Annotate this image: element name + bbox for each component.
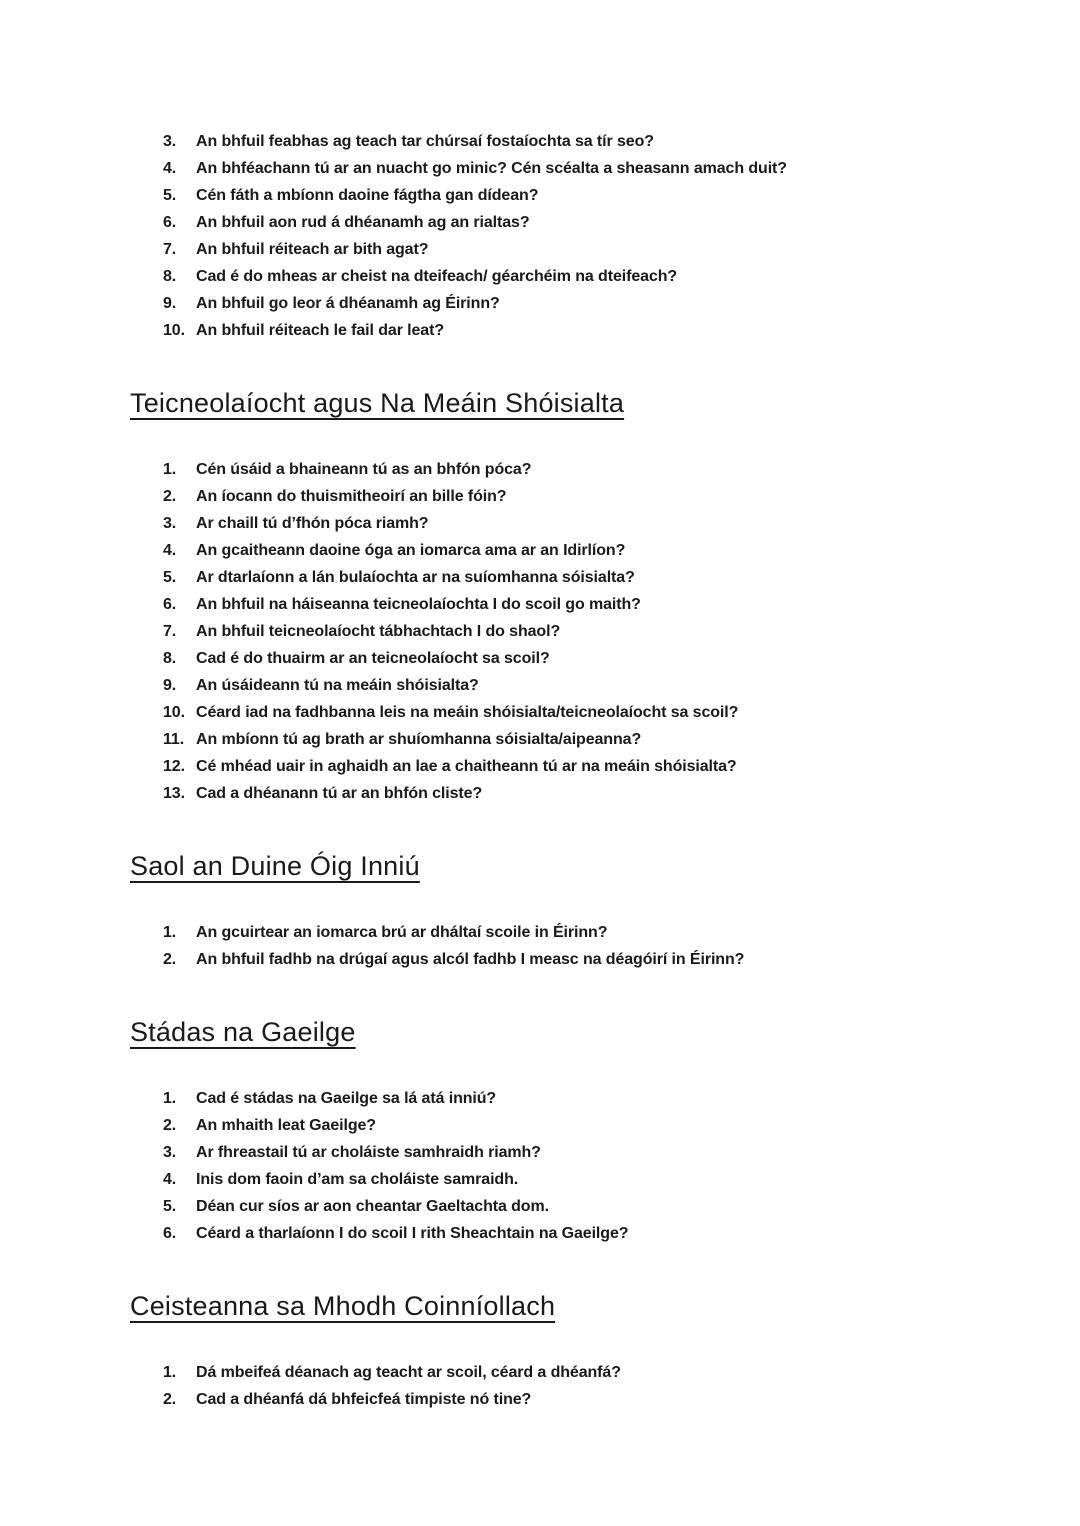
item-text: Céard iad na fadhbanna leis na meáin shóisialta/teicneolaíocht sa scoil? [196, 704, 739, 721]
section-heading-teicneolaiocht: Teicneolaíocht agus Na Meáin Shóisialta [130, 388, 625, 418]
question-item [130, 1166, 1025, 1193]
item-number: 8. [163, 268, 177, 285]
item-text: Cad é do thuairm ar an teicneolaíocht sa scoil? [196, 650, 550, 667]
item-number: 3. [163, 1144, 177, 1161]
question-item [130, 263, 1025, 290]
section-current-affairs [130, 128, 1025, 344]
item-text: An gcuirtear an iomarca brú ar dháltaí scoile in Éirinn? [196, 924, 608, 941]
item-text: An bhfuil fadhb na drúgaí agus alcól fadhb I measc na déagóirí in Éirinn? [196, 951, 745, 968]
item-number: 12. [163, 758, 185, 775]
question-item [130, 317, 1025, 344]
question-item [130, 1139, 1025, 1166]
question-item [130, 1112, 1025, 1139]
question-item [130, 726, 1025, 753]
item-text: An úsáideann tú na meáin shóisialta? [196, 677, 479, 694]
question-item [130, 1193, 1025, 1220]
item-text: An bhfuil feabhas ag teach tar chúrsaí fostaíochta sa tír seo? [196, 133, 654, 150]
item-text: Cé mhéad uair in aghaidh an lae a chaitheann tú ar na meáin shóisialta? [196, 758, 737, 775]
item-number: 1. [163, 1364, 177, 1381]
item-number: 10. [163, 322, 185, 339]
item-text: Cén úsáid a bhaineann tú as an bhfón póca? [196, 461, 532, 478]
question-item [130, 645, 1025, 672]
item-text: Ar chaill tú d’fhón póca riamh? [196, 515, 429, 532]
item-text: Ar fhreastail tú ar choláiste samhraidh riamh? [196, 1144, 541, 1161]
item-text: An bhfuil teicneolaíocht tábhachtach I do shaol? [196, 623, 561, 640]
item-number: 4. [163, 160, 177, 177]
question-item [130, 128, 1025, 155]
question-list-conditional-mood [130, 1359, 1025, 1413]
item-number: 9. [163, 677, 177, 694]
item-number: 1. [163, 1090, 177, 1107]
item-text: Déan cur síos ar aon cheantar Gaeltachta dom. [196, 1198, 549, 1215]
section-heading-stadas-na-gaeilge: Stádas na Gaeilge [130, 1017, 356, 1047]
item-number: 3. [163, 515, 177, 532]
question-list-current-affairs [130, 128, 1025, 344]
question-item [130, 946, 1025, 973]
question-item [130, 209, 1025, 236]
question-list-status-of-irish [130, 1085, 1025, 1247]
section-heading-saol-an-duine-oig: Saol an Duine Óig Inniú [130, 851, 420, 881]
item-text: An bhfuil na háiseanna teicneolaíochta I do scoil go maith? [196, 596, 641, 613]
item-text: Céard a tharlaíonn I do scoil I rith Sheachtain na Gaeilge? [196, 1225, 629, 1242]
question-item [130, 537, 1025, 564]
question-item [130, 699, 1025, 726]
item-text: An bhféachann tú ar an nuacht go minic? Cén scéalta a sheasann amach duit? [196, 160, 787, 177]
question-item [130, 483, 1025, 510]
item-number: 5. [163, 1198, 177, 1215]
section-heading-modh-coinniollach: Ceisteanna sa Mhodh Coinníollach [130, 1291, 556, 1321]
question-item [130, 919, 1025, 946]
section-conditional-mood [130, 1290, 1025, 1413]
item-text: An bhfuil go leor á dhéanamh ag Éirinn? [196, 295, 500, 312]
question-item [130, 672, 1025, 699]
question-item [130, 591, 1025, 618]
item-number: 7. [163, 241, 177, 258]
question-list-technology [130, 456, 1025, 807]
section-status-of-irish [130, 1016, 1025, 1247]
item-text: An bhfuil aon rud á dhéanamh ag an rialtas? [196, 214, 530, 231]
question-item [130, 182, 1025, 209]
item-text: An mbíonn tú ag brath ar shuíomhanna sóisialta/aipeanna? [196, 731, 642, 748]
item-number: 4. [163, 542, 177, 559]
question-item [130, 510, 1025, 537]
item-text: An mhaith leat Gaeilge? [196, 1117, 376, 1134]
question-item [130, 155, 1025, 182]
item-number: 13. [163, 785, 185, 802]
question-item [130, 236, 1025, 263]
section-young-persons-life [130, 850, 1025, 973]
item-text: An gcaitheann daoine óga an iomarca ama ar an Idirlíon? [196, 542, 626, 559]
item-number: 2. [163, 1117, 177, 1134]
item-text: Cad a dhéanfá dá bhfeicfeá timpiste nó tine? [196, 1391, 532, 1408]
question-item [130, 618, 1025, 645]
item-number: 5. [163, 187, 177, 204]
item-text: Cén fáth a mbíonn daoine fágtha gan dídean? [196, 187, 539, 204]
item-number: 8. [163, 650, 177, 667]
item-number: 5. [163, 569, 177, 586]
item-number: 2. [163, 951, 177, 968]
item-number: 2. [163, 488, 177, 505]
item-number: 4. [163, 1171, 177, 1188]
item-text: An bhfuil réiteach ar bith agat? [196, 241, 429, 258]
item-number: 3. [163, 133, 177, 150]
item-number: 6. [163, 214, 177, 231]
item-number: 2. [163, 1391, 177, 1408]
item-number: 10. [163, 704, 185, 721]
question-item [130, 1085, 1025, 1112]
item-number: 6. [163, 1225, 177, 1242]
section-technology-social-media [130, 387, 1025, 807]
question-item [130, 456, 1025, 483]
item-text: Cad é stádas na Gaeilge sa lá atá inniú? [196, 1090, 497, 1107]
item-text: Cad é do mheas ar cheist na dteifeach/ géarchéim na dteifeach? [196, 268, 678, 285]
item-number: 6. [163, 596, 177, 613]
question-item [130, 564, 1025, 591]
item-number: 1. [163, 461, 177, 478]
item-text: Ar dtarlaíonn a lán bulaíochta ar na suíomhanna sóisialta? [196, 569, 635, 586]
question-item [130, 753, 1025, 780]
item-text: An íocann do thuismitheoirí an bille fóin? [196, 488, 507, 505]
question-item [130, 1359, 1025, 1386]
item-number: 11. [163, 731, 185, 748]
question-item [130, 1220, 1025, 1247]
question-item [130, 780, 1025, 807]
item-number: 9. [163, 295, 177, 312]
item-number: 7. [163, 623, 177, 640]
item-text: Dá mbeifeá déanach ag teacht ar scoil, céard a dhéanfá? [196, 1364, 621, 1381]
item-text: Inis dom faoin d’am sa choláiste samraidh. [196, 1171, 519, 1188]
question-list-young-persons-life [130, 919, 1025, 973]
question-item [130, 1386, 1025, 1413]
item-number: 1. [163, 924, 177, 941]
item-text: An bhfuil réiteach le fail dar leat? [196, 322, 445, 339]
item-text: Cad a dhéanann tú ar an bhfón cliste? [196, 785, 483, 802]
question-item [130, 290, 1025, 317]
